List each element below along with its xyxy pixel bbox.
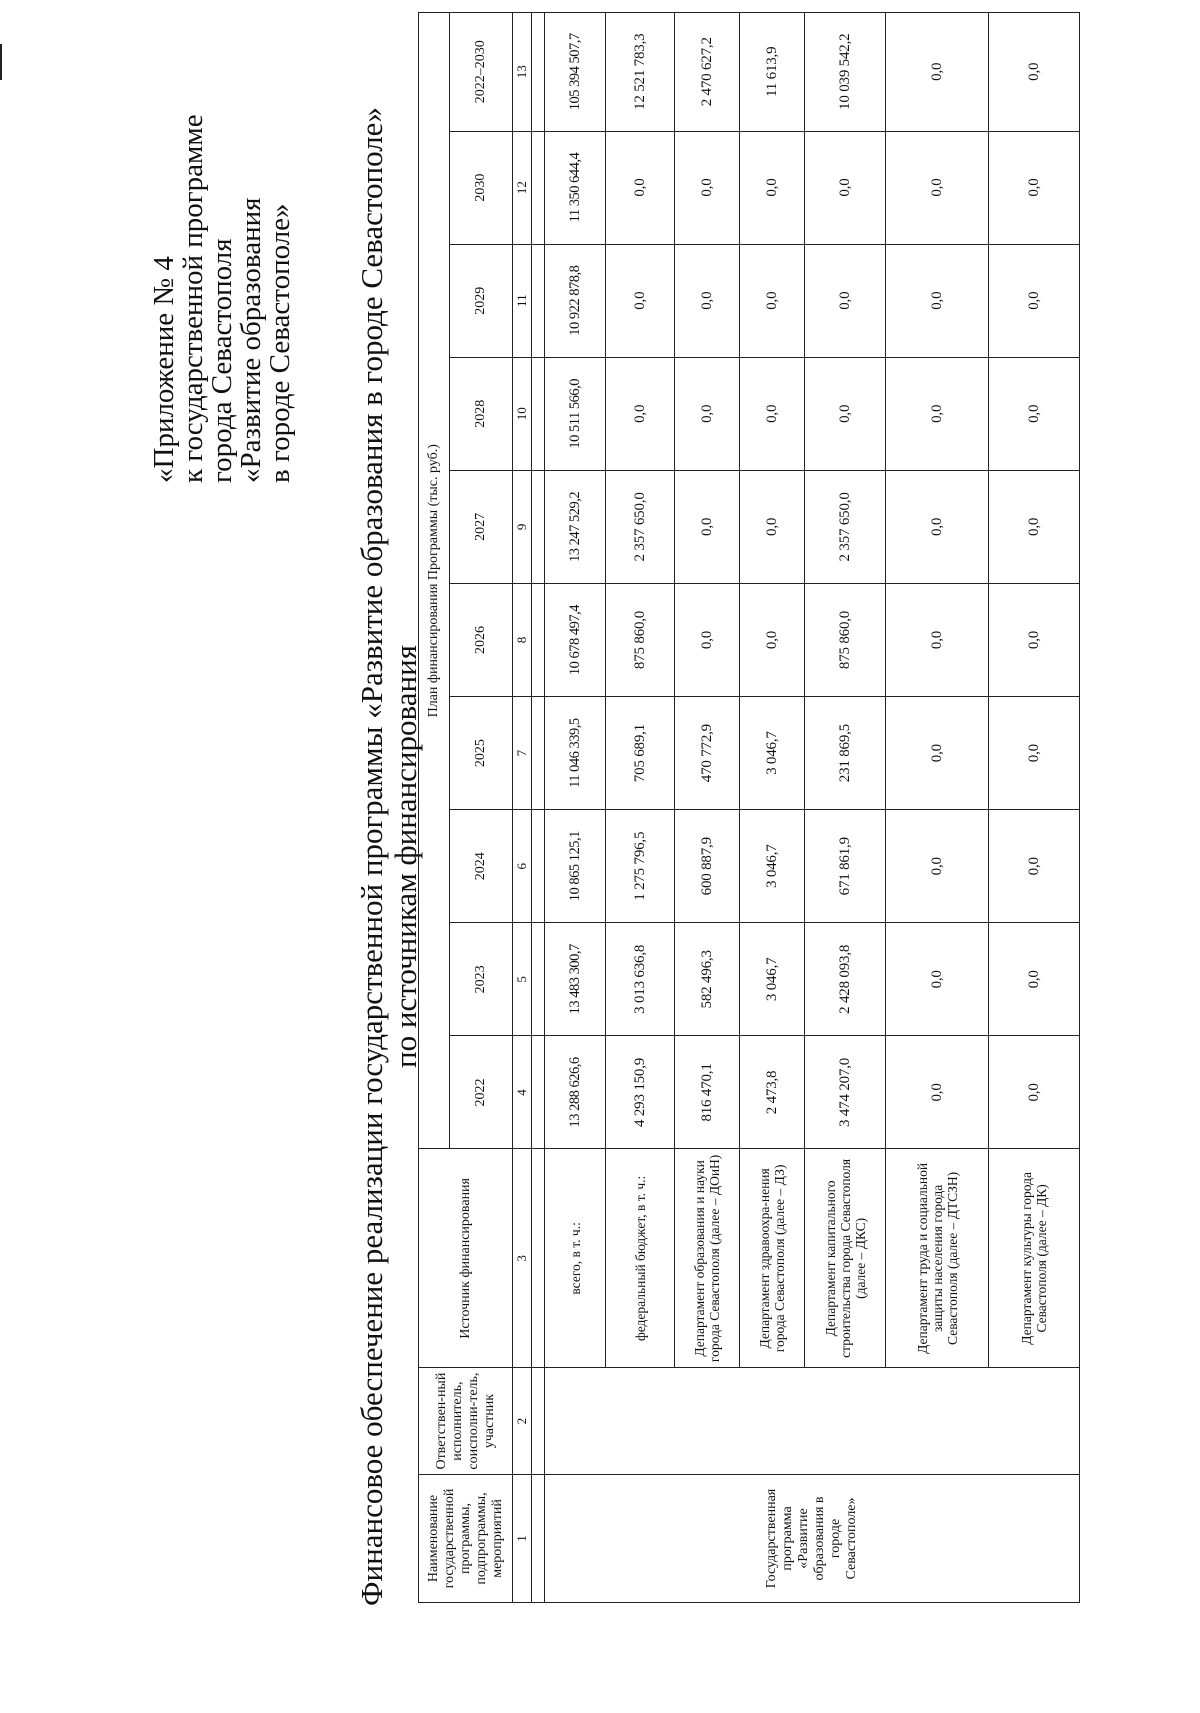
- column-number: 10: [513, 357, 532, 470]
- value-cell: 671 861,9: [805, 810, 886, 923]
- column-number: 12: [513, 131, 532, 244]
- value-cell: 0,0: [675, 583, 740, 696]
- value-cell: 11 350 644,4: [545, 131, 606, 244]
- value-cell: 816 470,1: [675, 1036, 740, 1149]
- value-cell: 13 483 300,7: [545, 923, 606, 1036]
- column-number: 11: [513, 244, 532, 357]
- value-cell: 11 046 339,5: [545, 697, 606, 810]
- header-year: 2026: [450, 583, 513, 696]
- appendix-line: города Севастополя: [206, 238, 238, 483]
- value-cell: 0,0: [805, 357, 886, 470]
- table-row: [886, 13, 989, 1603]
- program-name-cell: Государственная программа «Развитие образования в городе Севастополе»: [545, 1474, 1080, 1602]
- table-row: [740, 13, 805, 1603]
- value-cell: 0,0: [886, 923, 989, 1036]
- source-cell: Департамент капитального строительства города Севастополя (далее – ДКС): [805, 1149, 886, 1368]
- value-cell: 0,0: [740, 244, 805, 357]
- value-cell: 0,0: [886, 131, 989, 244]
- header-year-total: 2022–2030: [450, 13, 513, 132]
- value-cell: 10 922 878,8: [545, 244, 606, 357]
- value-cell: 0,0: [886, 1036, 989, 1149]
- source-cell: Департамент труда и социальной защиты населения города Севастополя (далее – ДТСЗН): [886, 1149, 989, 1368]
- value-cell: 10 865 125,1: [545, 810, 606, 923]
- value-cell-total: 0,0: [886, 13, 989, 132]
- value-cell: 10 678 497,4: [545, 583, 606, 696]
- source-cell: Департамент здравоохра-нения города Севастополя (далее – ДЗ): [740, 1149, 805, 1368]
- value-cell: 3 013 636,8: [606, 923, 675, 1036]
- value-cell: 0,0: [675, 357, 740, 470]
- source-cell: всего, в т. ч.:: [545, 1149, 606, 1368]
- column-number: 2: [513, 1368, 532, 1475]
- value-cell: 13 288 626,6: [545, 1036, 606, 1149]
- column-number: 8: [513, 583, 532, 696]
- value-cell: 0,0: [989, 810, 1080, 923]
- value-cell: 0,0: [989, 357, 1080, 470]
- document-title: Финансовое обеспечение реализации государственной программы «Развитие образования в городе Севастополе»: [354, 107, 389, 1606]
- value-cell: 0,0: [805, 244, 886, 357]
- header-executor: Ответствен-ный исполнитель, соисполни-тель, участник: [419, 1368, 513, 1475]
- value-cell: 0,0: [675, 470, 740, 583]
- value-cell: 875 860,0: [805, 583, 886, 696]
- value-cell: 0,0: [740, 583, 805, 696]
- value-cell: 582 496,3: [675, 923, 740, 1036]
- value-cell: 0,0: [886, 810, 989, 923]
- header-year: 2025: [450, 697, 513, 810]
- value-cell: 0,0: [675, 131, 740, 244]
- value-cell: 0,0: [989, 697, 1080, 810]
- value-cell-total: 0,0: [989, 13, 1080, 132]
- value-cell: 2 357 650,0: [606, 470, 675, 583]
- value-cell: 0,0: [606, 244, 675, 357]
- value-cell: 875 860,0: [606, 583, 675, 696]
- value-cell: 600 887,9: [675, 810, 740, 923]
- value-cell: 0,0: [606, 131, 675, 244]
- value-cell: 2 357 650,0: [805, 470, 886, 583]
- value-cell: 3 046,7: [740, 810, 805, 923]
- value-cell: 0,0: [886, 357, 989, 470]
- appendix-line: к государственной программе: [177, 114, 209, 483]
- value-cell: 3 046,7: [740, 923, 805, 1036]
- table-row: [675, 13, 740, 1603]
- value-cell: 2 428 093,8: [805, 923, 886, 1036]
- value-cell: 0,0: [675, 244, 740, 357]
- value-cell: 4 293 150,9: [606, 1036, 675, 1149]
- table-row: [989, 13, 1080, 1603]
- column-number: 1: [513, 1474, 532, 1602]
- value-cell-total: 11 613,9: [740, 13, 805, 132]
- header-plan: План финансирования Программы (тыс. руб.): [419, 13, 450, 1150]
- value-cell: 3 474 207,0: [805, 1036, 886, 1149]
- value-cell: 0,0: [740, 357, 805, 470]
- financing-table: [418, 12, 1080, 1603]
- table-row: [606, 13, 675, 1603]
- value-cell: 0,0: [989, 583, 1080, 696]
- value-cell: 2 473,8: [740, 1036, 805, 1149]
- value-cell: 0,0: [606, 357, 675, 470]
- value-cell-total: 105 394 507,7: [545, 13, 606, 132]
- value-cell: 0,0: [805, 131, 886, 244]
- appendix-line: «Приложение № 4: [148, 256, 180, 483]
- document-subtitle: по источникам финансирования: [388, 645, 423, 1068]
- header-year: 2028: [450, 357, 513, 470]
- executor-cell: [545, 1368, 1080, 1475]
- column-number: 9: [513, 470, 532, 583]
- column-number: 3: [513, 1149, 532, 1368]
- value-cell: 0,0: [989, 244, 1080, 357]
- value-cell: 3 046,7: [740, 697, 805, 810]
- value-cell: 10 511 566,0: [545, 357, 606, 470]
- value-cell: 0,0: [740, 131, 805, 244]
- header-year: 2029: [450, 244, 513, 357]
- appendix-line: «Развитие образования: [235, 197, 267, 483]
- table-row: [805, 13, 886, 1603]
- column-number: 5: [513, 923, 532, 1036]
- column-number: 6: [513, 810, 532, 923]
- value-cell: 13 247 529,2: [545, 470, 606, 583]
- source-cell: федеральный бюджет, в т. ч.:: [606, 1149, 675, 1368]
- value-cell: 0,0: [886, 583, 989, 696]
- value-cell: 470 772,9: [675, 697, 740, 810]
- value-cell: 1 275 796,5: [606, 810, 675, 923]
- value-cell: 0,0: [989, 470, 1080, 583]
- value-cell: 0,0: [886, 244, 989, 357]
- value-cell: 705 689,1: [606, 697, 675, 810]
- header-source: Источник финансирования: [419, 1149, 513, 1368]
- header-year: 2023: [450, 923, 513, 1036]
- column-number: 7: [513, 697, 532, 810]
- column-number: 4: [513, 1036, 532, 1149]
- value-cell: 0,0: [989, 1036, 1080, 1149]
- value-cell: 0,0: [740, 470, 805, 583]
- value-cell: 0,0: [886, 470, 989, 583]
- header-year: 2022: [450, 1036, 513, 1149]
- value-cell-total: 12 521 783,3: [606, 13, 675, 132]
- appendix-line: в городе Севастополе»: [264, 203, 296, 483]
- appendix-block: [150, 63, 295, 483]
- value-cell-total: 10 039 542,2: [805, 13, 886, 132]
- value-cell: 231 869,5: [805, 697, 886, 810]
- value-cell: 0,0: [886, 697, 989, 810]
- header-name: Наименование государственной программы, подпрограммы, мероприятий: [419, 1474, 513, 1602]
- value-cell: 0,0: [989, 923, 1080, 1036]
- source-cell: Департамент образования и науки города Севастополя (далее – ДОиН): [675, 1149, 740, 1368]
- header-year: 2024: [450, 810, 513, 923]
- column-number: 13: [513, 13, 532, 132]
- table-row: [545, 13, 606, 1603]
- source-cell: Департамент культуры города Севастополя (далее – ДК): [989, 1149, 1080, 1368]
- value-cell: 0,0: [989, 131, 1080, 244]
- value-cell-total: 2 470 627,2: [675, 13, 740, 132]
- header-year: 2030: [450, 131, 513, 244]
- header-year: 2027: [450, 470, 513, 583]
